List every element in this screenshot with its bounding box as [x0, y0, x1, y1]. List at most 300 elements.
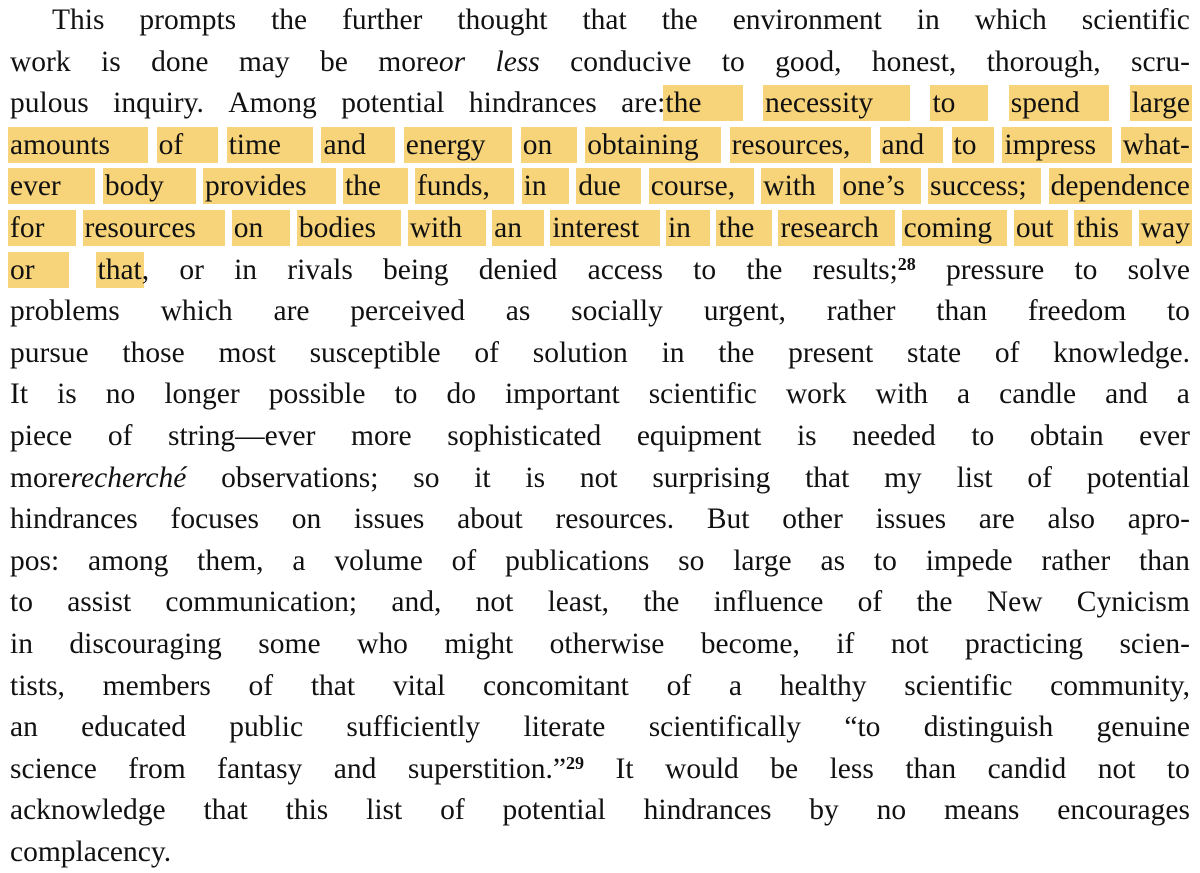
word: [987, 582, 1043, 624]
text-run: focuses: [170, 503, 259, 536]
word: [10, 749, 97, 791]
word: [474, 333, 499, 375]
text-run: But: [706, 503, 750, 536]
word: [234, 250, 257, 292]
text-run: than: [905, 752, 957, 785]
word: [729, 666, 742, 708]
text-run: this: [285, 794, 329, 827]
word: [394, 374, 417, 416]
word: [483, 666, 629, 708]
text-run: is: [101, 45, 121, 78]
italic-text: recherché: [70, 461, 187, 494]
word: [10, 707, 38, 749]
word: [85, 208, 224, 250]
word: [733, 0, 882, 42]
highlighted-text: dependence: [1050, 170, 1190, 203]
text-run: complacency.: [10, 835, 172, 868]
text-line: [10, 42, 1190, 84]
text-run: be: [770, 752, 799, 785]
highlighted-text: on: [234, 212, 289, 244]
text-run: obtain: [1029, 419, 1104, 452]
highlighted-text: resources,: [732, 129, 869, 161]
word: [474, 458, 490, 500]
highlighted-text: funds,: [417, 170, 512, 202]
highlighted-text: what-: [1122, 128, 1190, 161]
highlighted-text: for: [10, 212, 74, 244]
word: [616, 749, 634, 791]
text-run: not: [890, 627, 929, 660]
word: [732, 125, 869, 167]
text-run: rather: [826, 295, 896, 328]
text-run: of: [857, 586, 883, 619]
highlighted-text: the: [665, 87, 740, 119]
text-run: is: [796, 419, 817, 452]
word: [506, 291, 531, 333]
word: [354, 499, 424, 541]
word: [10, 250, 67, 292]
text-run: honest,: [871, 45, 957, 78]
word: [217, 749, 302, 791]
text-run: to: [971, 419, 995, 452]
text-line: [10, 83, 1190, 125]
highlighted-text: obtaining: [587, 129, 719, 161]
text-run: an: [10, 711, 38, 744]
word: [842, 166, 918, 208]
word: [555, 499, 674, 541]
word: [179, 250, 204, 292]
word: [357, 624, 408, 666]
text-run: scientifically: [648, 711, 802, 744]
word: [770, 749, 798, 791]
word: [1027, 458, 1052, 500]
text-run: not: [579, 461, 618, 494]
highlighted-text: success;: [930, 170, 1039, 202]
text-run: Cynicism: [1076, 586, 1190, 619]
text-run: issues: [875, 503, 947, 536]
highlighted-text: or: [10, 254, 67, 286]
word: [813, 250, 916, 292]
text-run: of: [451, 544, 477, 577]
text-line: [10, 291, 1190, 333]
text-run: them,: [197, 544, 264, 577]
word: [1051, 166, 1190, 208]
text-run: socially: [571, 295, 663, 328]
text-run: the: [746, 253, 783, 286]
word: [311, 666, 355, 708]
word: [139, 0, 236, 42]
word: [621, 83, 740, 125]
text-run: more: [378, 45, 439, 78]
word: [649, 707, 801, 749]
word: [707, 499, 750, 541]
word: [221, 458, 378, 500]
word: [496, 42, 540, 84]
word: [836, 624, 854, 666]
text-run: healthy: [779, 669, 867, 702]
text-run: being: [383, 253, 449, 286]
word: [988, 749, 1067, 791]
text-run: no: [105, 378, 136, 411]
word: [1128, 499, 1190, 541]
word: [444, 624, 513, 666]
text-run: and: [333, 752, 377, 785]
word: [10, 541, 59, 583]
highlighted-text: provides: [205, 170, 334, 202]
text-run: otherwise: [549, 627, 665, 660]
word: [1128, 250, 1190, 292]
word: [891, 624, 929, 666]
word: [580, 458, 618, 500]
text-line: [10, 832, 1190, 873]
highlighted-text: ever: [10, 170, 93, 202]
text-run: superstition.”: [407, 752, 567, 785]
word: [10, 458, 186, 500]
word: [171, 499, 259, 541]
text-run: less: [829, 752, 874, 785]
text-run: not: [1097, 752, 1136, 785]
text-run: problems: [10, 295, 120, 328]
word: [52, 0, 104, 42]
word: [722, 42, 745, 84]
word: [452, 541, 477, 583]
text-run: urgent,: [703, 295, 786, 328]
text-run: be: [320, 45, 348, 78]
text-run: list: [956, 461, 993, 494]
text-run: scru-: [1130, 45, 1190, 78]
text-run: if: [836, 627, 855, 660]
text-run: the: [718, 336, 755, 369]
word: [763, 166, 831, 208]
word: [417, 166, 512, 208]
word: [1139, 416, 1190, 458]
word: [876, 374, 928, 416]
text-run: hindrances: [468, 87, 597, 120]
word: [780, 666, 867, 708]
text-run: to: [1166, 752, 1190, 785]
text-run: the: [661, 4, 698, 36]
word: [351, 416, 412, 458]
highlighted-text: and: [323, 129, 393, 161]
text-run: access: [587, 253, 663, 286]
text-run: This: [52, 4, 105, 36]
text-run: pos:: [10, 544, 60, 577]
text-run: important: [504, 378, 620, 411]
word: [406, 125, 510, 167]
text-run: surprising: [652, 461, 771, 494]
highlighted-text: interest: [552, 212, 657, 244]
word: [1141, 208, 1190, 250]
text-line: [10, 333, 1190, 375]
word: [197, 541, 263, 583]
text-line: [10, 790, 1190, 832]
word: [457, 0, 547, 42]
text-run: susceptible: [309, 336, 441, 369]
word: [1167, 291, 1190, 333]
text-run: hindrances: [643, 794, 772, 827]
word: [570, 42, 691, 84]
word: [827, 291, 896, 333]
text-run: distinguish: [923, 711, 1054, 744]
text-run: environment: [732, 4, 882, 36]
word: [229, 125, 311, 167]
highlighted-text: this: [1076, 212, 1130, 244]
word: [469, 83, 597, 125]
word: [1041, 541, 1110, 583]
word: [786, 374, 847, 416]
text-run: of: [474, 336, 499, 369]
text-run: of: [248, 669, 274, 702]
word: [957, 374, 970, 416]
word: [168, 416, 315, 458]
word: [701, 624, 800, 666]
word: [1057, 790, 1190, 832]
text-run: so: [678, 544, 705, 577]
text-run: to: [1166, 295, 1190, 328]
text-run: work: [785, 378, 847, 411]
word: [924, 707, 1054, 749]
word: [552, 208, 657, 250]
text-run: work: [10, 45, 71, 78]
text-run: are: [273, 295, 310, 328]
word: [234, 208, 289, 250]
word: [342, 0, 422, 42]
word: [904, 666, 1012, 708]
word: [10, 832, 171, 873]
word: [987, 42, 1101, 84]
word: [884, 458, 922, 500]
word: [874, 541, 897, 583]
word: [718, 333, 754, 375]
text-run: thorough,: [986, 45, 1101, 78]
highlighted-text: coming: [904, 212, 1006, 244]
word: [503, 790, 606, 832]
text-run: to: [873, 544, 897, 577]
text-run: possible: [268, 378, 366, 411]
text-run: might: [444, 627, 514, 660]
text-run: do: [446, 378, 476, 411]
word: [457, 499, 523, 541]
word: [999, 374, 1076, 416]
word: [229, 707, 303, 749]
word: [704, 291, 786, 333]
word: [10, 208, 74, 250]
highlighted-text: bodies: [299, 212, 399, 244]
word: [1119, 624, 1189, 666]
word: [830, 749, 874, 791]
text-run: among: [88, 544, 169, 577]
word: [524, 707, 606, 749]
word: [821, 541, 846, 583]
word: [637, 416, 762, 458]
text-run: pursue: [10, 336, 89, 369]
highlighted-text: to: [954, 129, 992, 161]
word: [668, 208, 708, 250]
text-run: to: [721, 45, 745, 78]
text-run: science: [10, 752, 97, 785]
word: [101, 42, 121, 84]
word: [98, 250, 150, 292]
text-run: potential: [1086, 461, 1190, 494]
word: [587, 125, 719, 167]
text-run: equipment: [636, 419, 762, 452]
highlighted-text: that: [97, 253, 142, 286]
word: [334, 541, 423, 583]
word: [494, 208, 542, 250]
text-run: more: [10, 461, 71, 494]
highlighted-text: in: [524, 170, 567, 202]
highlighted-text: on: [523, 129, 575, 161]
word: [916, 582, 952, 624]
text-run: of: [666, 669, 692, 702]
word: [205, 166, 334, 208]
word: [10, 83, 89, 125]
word: [128, 749, 185, 791]
word: [410, 208, 484, 250]
text-run: It: [10, 378, 29, 411]
text-run: a: [728, 669, 742, 702]
word: [10, 790, 166, 832]
word: [1167, 749, 1190, 791]
text-run: genuine: [1096, 711, 1190, 744]
text-run: than: [936, 295, 988, 328]
text-run: of: [1027, 461, 1052, 494]
word: [479, 250, 558, 292]
word: [10, 416, 72, 458]
highlighted-text: out: [1016, 212, 1066, 244]
word: [550, 624, 665, 666]
text-run: public: [229, 711, 304, 744]
word: [954, 125, 992, 167]
text-run: volume: [334, 544, 423, 577]
word: [69, 624, 221, 666]
word: [1082, 0, 1190, 42]
text-line: [10, 374, 1190, 416]
word: [1011, 83, 1107, 125]
text-run: prompts: [139, 4, 237, 36]
highlighted-text: and: [882, 129, 941, 161]
text-run: further: [342, 4, 423, 36]
word: [1004, 125, 1110, 167]
word: [788, 333, 873, 375]
word: [714, 582, 824, 624]
word: [159, 125, 216, 167]
text-run: most: [218, 336, 276, 369]
text-run: who: [357, 627, 408, 660]
word: [320, 42, 348, 84]
text-run: solution: [532, 336, 628, 369]
text-run: with: [875, 378, 928, 411]
word: [524, 166, 567, 208]
text-line: [10, 499, 1190, 541]
word: [151, 42, 208, 84]
word: [10, 624, 33, 666]
text-run: perceived: [350, 295, 465, 328]
word: [651, 166, 752, 208]
text-run: tists,: [10, 669, 65, 702]
text-run: freedom: [1027, 295, 1127, 328]
text-run: of: [440, 794, 465, 827]
text-run: a: [292, 544, 306, 577]
word: [571, 291, 663, 333]
word: [408, 749, 584, 791]
highlighted-text: large: [1131, 87, 1190, 120]
text-run: influence: [713, 586, 824, 619]
text-run: Among: [228, 87, 317, 120]
text-run: that: [582, 4, 627, 36]
text-run: of: [107, 419, 133, 452]
text-run: rivals: [287, 253, 353, 286]
word: [1077, 582, 1190, 624]
word: [1139, 541, 1190, 583]
text-run: more: [351, 419, 412, 452]
word: [292, 541, 305, 583]
word: [10, 374, 28, 416]
text-run: the: [271, 4, 308, 36]
text-run: hindrances: [10, 503, 138, 536]
word: [165, 582, 357, 624]
word: [1053, 333, 1190, 375]
word: [391, 582, 441, 624]
text-line: [10, 707, 1190, 749]
word: [81, 707, 186, 749]
text-run: other: [782, 503, 843, 536]
word: [108, 416, 133, 458]
text-line: [10, 416, 1190, 458]
word: [1098, 749, 1136, 791]
text-run: state: [907, 336, 962, 369]
text-run: also: [1047, 503, 1096, 536]
text-run: communication;: [165, 586, 358, 619]
word: [204, 790, 248, 832]
text-run: in: [661, 336, 685, 369]
text-run: impede: [925, 544, 1013, 577]
text-line: [10, 749, 1190, 791]
text-run: good,: [775, 45, 842, 78]
word: [103, 666, 211, 708]
word: [525, 458, 545, 500]
word: [944, 790, 1019, 832]
word: [746, 250, 782, 292]
text-run: “to: [844, 711, 881, 744]
word: [10, 125, 146, 167]
text-run: ever: [1139, 419, 1190, 452]
word: [877, 790, 907, 832]
word: [643, 582, 679, 624]
text-run: assist: [67, 586, 132, 619]
text-run: as: [820, 544, 846, 577]
text-run: so: [413, 461, 440, 494]
word: [975, 0, 1047, 42]
word: [161, 291, 233, 333]
word: [523, 125, 575, 167]
highlighted-text: body: [105, 170, 194, 202]
text-run: those: [122, 336, 185, 369]
word: [350, 291, 465, 333]
text-line: [10, 582, 1190, 624]
word: [533, 333, 628, 375]
word: [852, 416, 936, 458]
highlighted-text: research: [780, 212, 893, 244]
word: [588, 250, 663, 292]
text-run: about: [457, 503, 523, 536]
word: [905, 749, 956, 791]
word: [286, 790, 329, 832]
word: [10, 166, 93, 208]
word: [882, 125, 941, 167]
word: [218, 333, 275, 375]
text-run: pulous: [10, 87, 89, 120]
text-run: sophisticated: [447, 419, 602, 452]
